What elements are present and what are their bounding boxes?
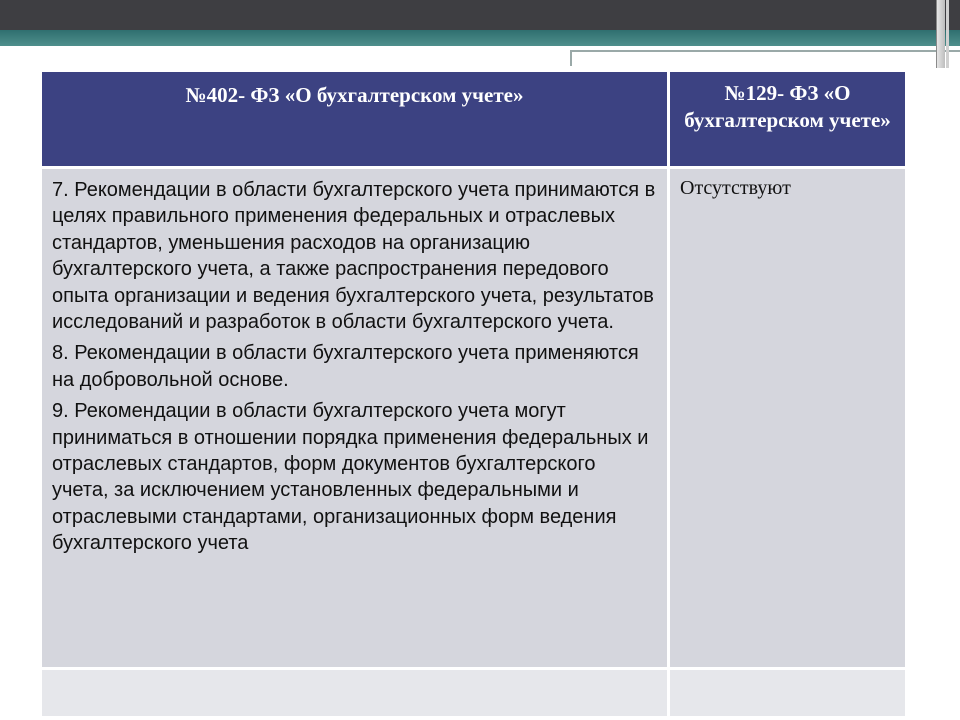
empty-row-cell-left [42, 670, 667, 716]
comparison-table [42, 72, 905, 716]
paragraph-item-7: 7. Рекомендации в области бухгалтерского учета принимаются в целях правильного применения федеральных и отраслевых стандартов, уменьшения расходов на организацию бухгалтерского учета, а также распространения передового опыта организации и ведения бухгалтерского учета, результатов исследований и разработок в области бухгалтерского учета. [52, 179, 656, 334]
paragraph-item-8: 8. Рекомендации в области бухгалтерского учета применяются на добровольной основе. [52, 342, 639, 391]
decorative-edge-strip [936, 0, 945, 68]
decorative-line [570, 50, 960, 52]
body-cell-402-fz [42, 169, 667, 667]
header-cell-129-fz: №129- ФЗ «О бухгалтерском учете» [670, 72, 905, 166]
body-cell-129-fz: Отсутствуют [670, 169, 905, 667]
slide-accent-band [0, 30, 960, 46]
header-cell-402-fz: №402- ФЗ «О бухгалтерском учете» [42, 72, 667, 166]
empty-row-cell-right [670, 670, 905, 716]
paragraph-item-9: 9. Рекомендации в области бухгалтерского учета могут приниматься в отношении порядка применения федеральных и отраслевых стандартов, форм документов бухгалтерского учета, за исключением установленных федеральными и отраслевыми стандартами, организационных форм ведения бухгалтерского учета [52, 400, 649, 555]
slide-top-bar [0, 0, 960, 30]
decorative-line-stub [570, 50, 572, 66]
decorative-edge-strip-inner [946, 0, 949, 68]
